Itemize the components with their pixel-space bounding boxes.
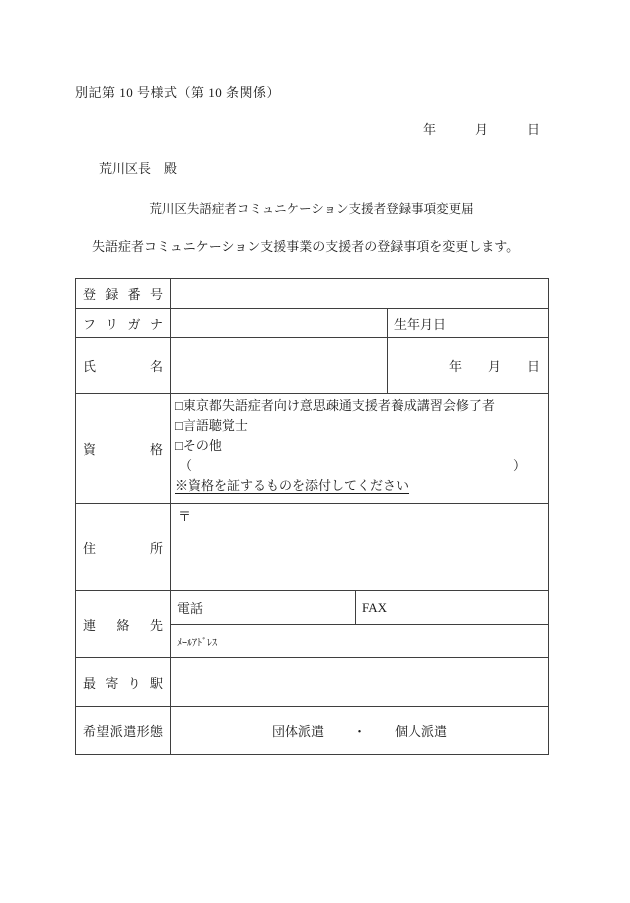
furigana-label: フリガナ [76,309,171,338]
qualification-option-course[interactable] [175,396,542,416]
name-label: 氏名 [76,338,171,394]
qualification-other-field[interactable] [175,456,542,476]
date-line: 年 月 日 [422,122,540,137]
dispatch-option-group[interactable]: 団体派遣 [271,724,324,739]
contact-label: 連絡先 [76,591,171,658]
fax-label: FAX [362,599,388,615]
paren-open: （ [179,458,193,473]
checkbox-icon[interactable]: □ [175,438,183,453]
qualification-label: 資格 [76,394,171,504]
row-nearest-station [76,658,549,707]
dispatch-type-label: 希望派遣形態 [76,707,171,755]
dispatch-options [272,721,447,740]
form-number-note: 別記第 10 号様式（第 10 条関係） [75,85,281,100]
qualification-option-label: その他 [182,438,222,453]
birthdate-label: 生年月日 [388,309,549,338]
fax-field[interactable] [356,591,549,625]
nearest-station-field[interactable] [171,658,549,707]
paren-close: ） [513,458,527,473]
birthdate-date-placeholder: 年 月 日 [449,359,541,374]
row-registration-number [76,279,549,309]
checkbox-icon[interactable]: □ [175,418,183,433]
registration-number-label: 登録番号 [76,279,171,309]
registration-form-table [75,278,549,755]
separator-dot: ・ [353,724,367,739]
address-field[interactable] [171,504,549,591]
email-field[interactable] [171,625,549,658]
addressee: 荒川区長 殿 [99,161,178,176]
dispatch-option-individual[interactable]: 個人派遣 [395,724,448,739]
row-dispatch-type [76,707,549,755]
qualification-option-therapist[interactable] [175,416,542,436]
name-field[interactable] [171,338,388,394]
postal-mark: 〒 [178,509,192,524]
row-furigana [76,309,549,338]
qualification-cell [171,394,549,504]
checkbox-icon[interactable]: □ [175,398,183,413]
row-qualification [76,394,549,504]
document-title: 荒川区失語症者コミュニケーション支援者登録事項変更届 [149,202,474,216]
registration-number-field[interactable] [171,279,549,309]
nearest-station-label: 最寄り駅 [76,658,171,707]
intro-text: 失語症者コミュニケーション支援事業の支援者の登録事項を変更します。 [92,239,520,254]
qualification-option-other[interactable] [175,436,542,456]
row-address [76,504,549,591]
dispatch-type-field [171,707,549,755]
qualification-note: ※資格を証するものを添付してください [175,478,410,493]
qualification-option-label: 東京都失語症者向け意思疎通支援者養成講習会修了者 [182,398,495,413]
email-label: ﾒｰﾙｱﾄﾞﾚｽ [177,637,217,649]
birthdate-field[interactable] [388,338,549,394]
qualification-option-label: 言語聴覚士 [182,418,248,433]
phone-field[interactable] [171,591,356,625]
phone-label: 電話 [177,601,204,616]
row-name [76,338,549,394]
row-contact-phone-fax [76,591,549,625]
address-label: 住所 [76,504,171,591]
furigana-field[interactable] [171,309,388,338]
